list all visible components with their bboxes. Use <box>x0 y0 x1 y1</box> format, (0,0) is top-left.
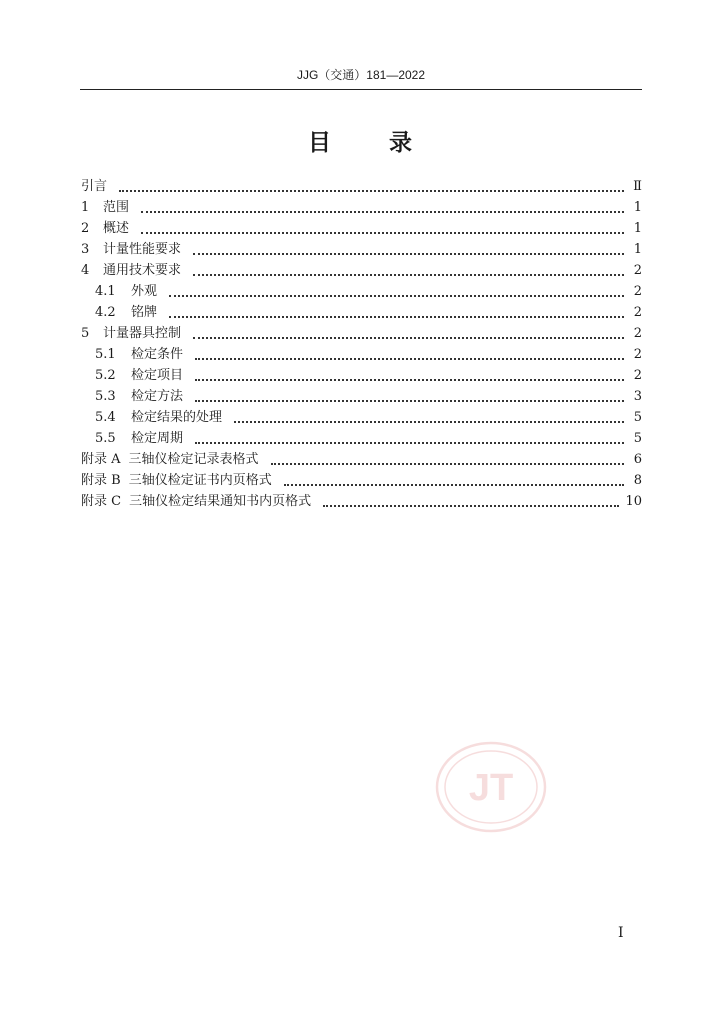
toc-entry-label: 检定周期 <box>131 431 184 446</box>
leader-dots <box>169 295 624 297</box>
toc-entry-5-5[interactable] <box>81 428 642 449</box>
toc-entry-page: 10 <box>625 494 642 509</box>
leader-dots <box>141 211 624 213</box>
leader-dots <box>193 337 624 339</box>
toc-entry-label: 检定项目 <box>131 368 184 383</box>
toc-entry-5[interactable] <box>81 323 642 344</box>
toc-entry-5-3[interactable] <box>81 386 642 407</box>
toc-entry-4[interactable] <box>81 260 642 281</box>
toc-entry-number: 3 <box>81 242 90 257</box>
page-number: I <box>618 925 624 941</box>
toc-entry-appendix-a[interactable] <box>81 449 642 470</box>
toc-title <box>80 124 642 157</box>
toc-entry-page: Ⅱ <box>633 179 642 194</box>
watermark-text: JT <box>468 767 514 809</box>
toc-entry-number: 5.2 <box>95 368 116 383</box>
toc-entry-number: 5.4 <box>95 410 116 425</box>
toc-entry-appendix-b[interactable] <box>81 470 642 491</box>
toc-entry-3[interactable] <box>81 239 642 260</box>
leader-dots <box>195 400 624 402</box>
toc-entry-number: 4 <box>81 263 90 278</box>
toc-entry-number: 5.5 <box>95 431 116 446</box>
toc-entry-page: 2 <box>633 368 642 383</box>
toc-entry-number: 4.2 <box>95 305 116 320</box>
toc-entry-label: 计量器具控制 <box>103 326 182 341</box>
leader-dots <box>323 505 619 507</box>
toc-entry-page: 8 <box>633 473 642 488</box>
leader-dots <box>284 484 624 486</box>
toc-entry-number: 5.1 <box>95 347 116 362</box>
toc-entry-5-1[interactable] <box>81 344 642 365</box>
toc-entry-foreword[interactable] <box>81 176 642 197</box>
leader-dots <box>195 379 624 381</box>
toc-entry-number: 附录 B <box>81 473 121 488</box>
toc-entry-label: 外观 <box>131 284 158 299</box>
toc-entry-label: 计量性能要求 <box>103 242 182 257</box>
leader-dots <box>119 190 624 192</box>
jt-watermark-seal <box>435 741 547 833</box>
leader-dots <box>195 358 624 360</box>
toc-entry-label: 三轴仪检定结果通知书内页格式 <box>129 494 312 509</box>
toc-entry-page: 2 <box>633 263 642 278</box>
toc-entry-number: 附录 A <box>81 452 121 467</box>
toc-entry-5-2[interactable] <box>81 365 642 386</box>
toc-entry-page: 1 <box>633 200 642 215</box>
toc-entry-page: 2 <box>633 284 642 299</box>
toc-entry-page: 1 <box>633 221 642 236</box>
toc-entry-4-1[interactable] <box>81 281 642 302</box>
toc-entry-label: 铭牌 <box>131 305 158 320</box>
toc-entry-label: 范围 <box>103 200 130 215</box>
leader-dots <box>193 274 624 276</box>
toc-entry-2[interactable] <box>81 218 642 239</box>
toc-entry-page: 5 <box>633 431 642 446</box>
toc-entry-label: 三轴仪检定证书内页格式 <box>128 473 272 488</box>
toc-entry-number: 5 <box>81 326 90 341</box>
toc-entry-page: 2 <box>633 347 642 362</box>
leader-dots <box>195 442 624 444</box>
toc-entry-label: 检定条件 <box>131 347 184 362</box>
toc-entry-number: 2 <box>81 221 90 236</box>
toc-entry-1[interactable] <box>81 197 642 218</box>
toc-entry-number: 1 <box>81 200 90 215</box>
running-header: JJG（交通）181—2022 <box>296 68 426 82</box>
header-rule <box>80 89 642 90</box>
toc-entry-page: 2 <box>633 305 642 320</box>
toc-entry-5-4[interactable] <box>81 407 642 428</box>
toc-entry-label: 检定方法 <box>131 389 184 404</box>
leader-dots <box>271 463 624 465</box>
toc-entry-label: 通用技术要求 <box>103 263 182 278</box>
table-of-contents <box>81 176 642 512</box>
toc-entry-label: 三轴仪检定记录表格式 <box>128 452 259 467</box>
leader-dots <box>234 421 624 423</box>
toc-entry-page: 2 <box>633 326 642 341</box>
toc-entry-label: 概述 <box>103 221 130 236</box>
toc-entry-page: 3 <box>633 389 642 404</box>
leader-dots <box>193 253 624 255</box>
toc-entry-4-2[interactable] <box>81 302 642 323</box>
toc-entry-page: 6 <box>633 452 642 467</box>
toc-entry-number: 4.1 <box>95 284 116 299</box>
leader-dots <box>141 232 624 234</box>
toc-entry-page: 5 <box>633 410 642 425</box>
toc-entry-appendix-c[interactable] <box>81 491 642 512</box>
toc-entry-page: 1 <box>633 242 642 257</box>
toc-entry-number: 附录 C <box>81 494 122 509</box>
toc-entry-number: 5.3 <box>95 389 116 404</box>
toc-title-char-1: 目 <box>308 130 333 156</box>
toc-entry-label: 引言 <box>81 179 108 194</box>
toc-entry-label: 检定结果的处理 <box>131 410 223 425</box>
toc-title-char-2: 录 <box>389 130 414 156</box>
leader-dots <box>169 316 624 318</box>
